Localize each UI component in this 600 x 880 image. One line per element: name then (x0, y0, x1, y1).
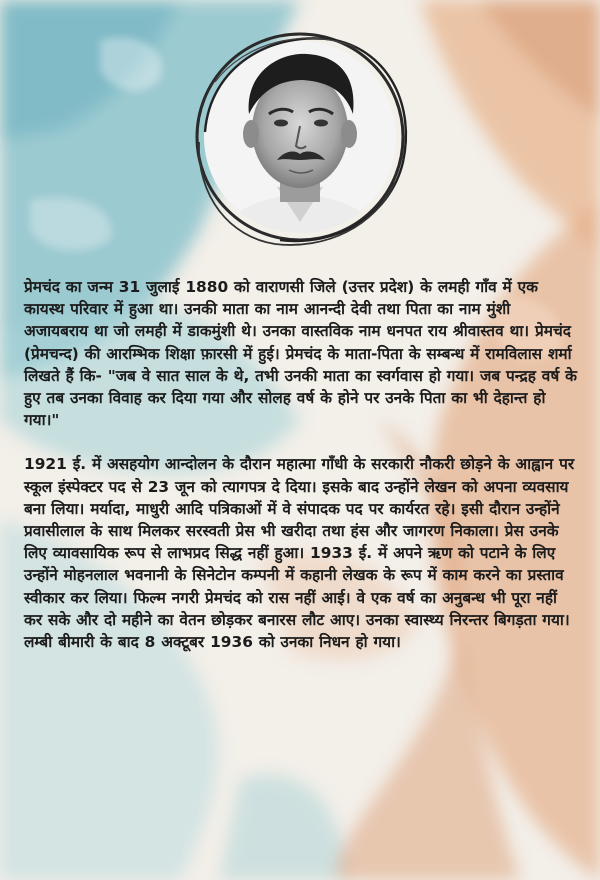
article-body (24, 276, 580, 653)
portrait-photo (185, 22, 415, 252)
paragraph-early-life: प्रेमचंद का जन्म 31 जुलाई 1880 को वाराणसी जिले (उत्तर प्रदेश) के लमही गाँव में एक कायस्थ परिवार में हुआ था। उनकी माता का नाम आनन्दी देवी तथा पिता का नाम मुंशी अजायबराय था जो लमही में डाकमुंशी थे। उनका वास्तविक नाम धनपत राय श्रीवास्तव था। प्रेमचंद (प्रेमचन्द) की आरम्भिक शिक्षा फ़ारसी में हुई। प्रेमचंद के माता-पिता के सम्बन्ध में रामविलास शर्मा लिखते हैं कि- "जब वे सात साल के थे, तभी उनकी माता का स्वर्गवास हो गया। जब पन्द्रह वर्ष के हुए तब उनका विवाह कर दिया गया और सोलह वर्ष के होने पर उनके पिता का भी देहान्त हो गया।" (24, 278, 577, 430)
paragraph-career: 1921 ई. में असहयोग आन्दोलन के दौरान महात्मा गाँधी के सरकारी नौकरी छोड़ने के आह्वान पर स्कूल इंस्पेक्टर पद से 23 जून को त्यागपत्र दे दिया। इसके बाद उन्होंने लेखन को अपना व्यवसाय बना लिया। मर्यादा, माधुरी आदि पत्रिकाओं में वे संपादक पद पर कार्यरत रहे। इसी दौरान उन्होंने प्रवासीलाल के साथ मिलकर सरस्वती प्रेस भी खरीदा तथा हंस और जागरण निकाला। प्रेस उनके लिए व्यावसायिक रूप से लाभप्रद सिद्ध नहीं हुआ। 1933 ई. में अपने ऋण को पटाने के लिए उन्होंने मोहनलाल भवनानी के सिनेटोन कम्पनी में कहानी लेखक के रूप में काम करने का प्रस्ताव स्वीकार कर लिया। फिल्म नगरी प्रेमचंद को रास नहीं आई। वे एक वर्ष का अनुबन्ध भी पूरा नहीं कर सके और दो महीने का वेतन छोड़कर बनारस लौट आए। उनका स्वास्थ्य निरन्तर बिगड़ता गया। लम्बी बीमारी के बाद 8 अक्टूबर 1936 को उनका निधन हो गया। (24, 455, 575, 652)
